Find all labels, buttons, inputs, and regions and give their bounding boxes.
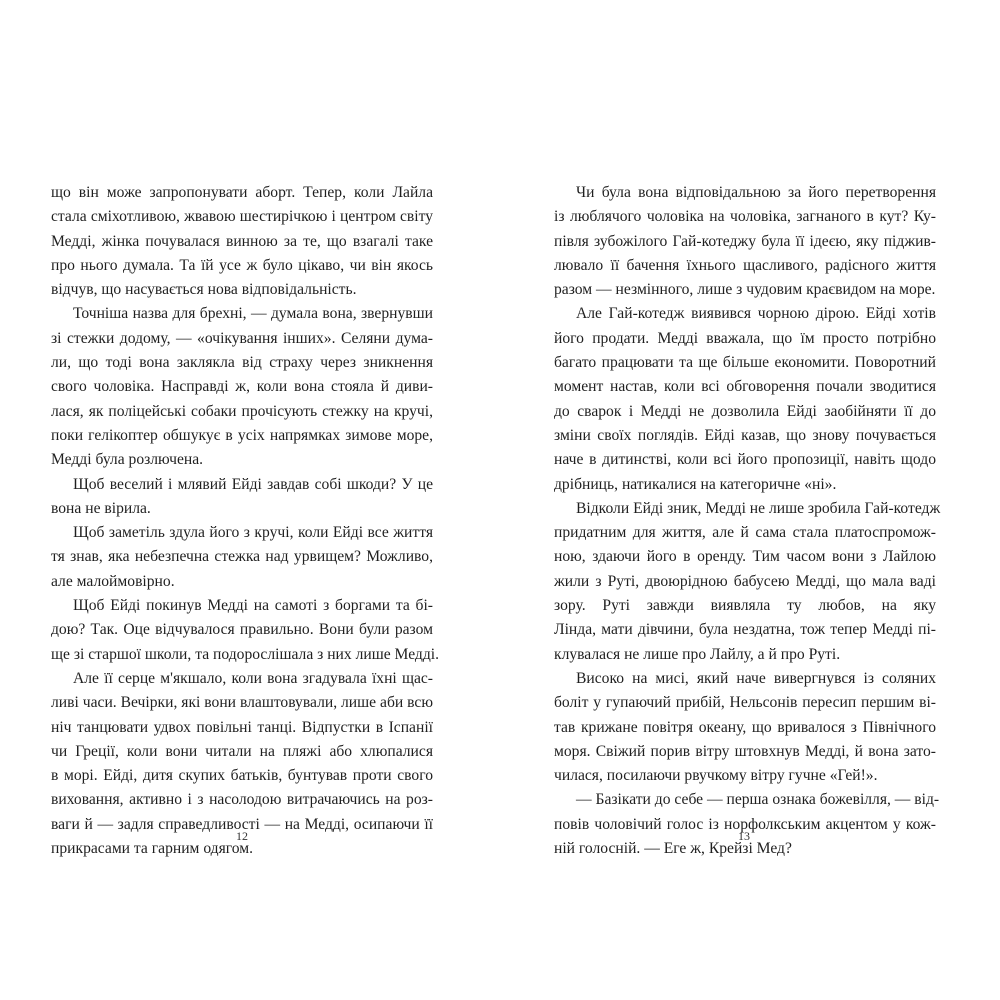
text-line: вона не вірила. [51,499,151,517]
text-line: дою? Так. Оце відчувалося правильно. Вони були разом [51,621,433,639]
text-line: лася, як поліцейські собаки прочісують стежку на кручі, [51,402,433,420]
text-line: Але Гай-котедж виявився чорною дірою. Ейді хотів [576,305,936,323]
text-line: прикрасами та гарним одягом. [51,840,254,858]
text-line: — Базікати до себе — перша ознака божевілля, — від- [576,791,940,809]
text-line: півля зубожілого Гай-котеджу була її ідеєю, яку піджив- [554,232,936,250]
text-line: Але її серце м'якшало, коли вона згадувала їхні щас- [73,669,433,687]
right-page-text [554,181,941,861]
text-line: тя знав, яка небезпечна стежка над урвищем? Можливо, [51,548,433,566]
text-line: його продати. Медді вважала, що їм просто потрібно [554,329,936,347]
text-line: наче в дитинстві, коли всі його пропозиції, навіть щодо [554,451,936,469]
text-line: дрібниць, натикалися на категоричне «ні». [554,475,837,493]
text-line: чи Греції, коли вони читали на пляжі або хлюпалися [51,742,433,760]
text-line: Точніша назва для брехні, — думала вона, звернувши [73,305,433,323]
text-line: стала сміхотливою, жвавою шестирічкою і центром світу [51,208,433,226]
text-line: відчув, що насувається нова відповідальність. [51,281,357,299]
text-line: що він може запропонувати аборт. Тепер, коли Лайла [51,184,433,201]
text-line: Щоб заметіль здула його з кручі, коли Ейді все життя [73,524,433,542]
text-line: ною, здаючи його в оренду. Тим часом вони з Лайлою [554,548,936,566]
text-line: із люблячого чоловіка на чоловіка, загнаного в кут? Ку- [554,208,936,226]
text-line: ваги й — задля справедливості — на Медді, осипаючи її [51,815,433,833]
text-line: зі стежки додому, — «очікування інших». Селяни дума- [51,329,433,347]
text-line: Високо на мисі, який наче вивергнувся із соляних [576,669,936,687]
text-line: боліт у гупаючий прибій, Нельсонів пересип першим ві- [554,694,936,712]
text-line: Лінда, мати дівчини, була нездатна, тож тепер Медді пі- [554,621,936,639]
text-line: до сварок і Медді не дозволила Ейді заобійняти її до [554,402,936,420]
text-line: виховання, активно і з насолодою витрачаючись на роз- [51,791,433,809]
text-line: моря. Свіжий порив вітру штовхнув Медді, й вона зато- [554,742,936,760]
text-line: свого чоловіка. Насправді ж, коли вона стояла й диви- [51,378,433,396]
text-line: Медді, жінка почувалася винною за те, що взагалі таке [51,232,433,250]
text-line: поки гелікоптер обшукує в усіх напрямках зимове море, [51,426,433,444]
text-line: зору. Руті завжди виявляла ту любов, на яку [554,597,936,615]
text-line: ній голосній. — Еге ж, Крейзі Мед? [554,840,792,858]
text-line: ли, що тоді вона заклякла від страху через зникнення [51,354,433,372]
right-page [500,0,1000,1000]
text-line: але малоймовірно. [51,572,175,590]
text-line: чилася, посилаючи рвучкому вітру гучне «Гей!». [554,767,878,785]
text-line: багато працювати та ще більше економити. Поворотний [554,354,936,372]
text-line: ливі часи. Вечірки, які вони влаштовували, лише аби всю [51,694,433,712]
text-line: Щоб Ейді покинув Медді на самоті з боргами та бі- [73,597,433,615]
text-line: ніч танцювати удвох повільні танці. Відпустки в Іспанії [51,718,433,736]
text-line: жили з Руті, двоюрідною бабусею Медді, що мала ваді [554,572,936,590]
text-line: повів чоловічий голос із норфолкським акцентом у кож- [554,815,936,833]
text-line: клувалася не лише про Лайлу, а й про Руті. [554,645,841,663]
text-line: момент настав, коли всі обговорення почали зводитися [554,378,936,396]
text-line: лювало її бачення їхнього щасливого, радісного життя [554,256,936,274]
text-line: тав крижане повітря океану, що вривалося з Північного [554,718,936,736]
text-line: придатним для життя, але й сама стала платоспромож- [554,524,936,542]
left-page-number: 12 [236,829,248,843]
text-line: Чи була вона відповідальною за його перетворення [576,184,936,201]
left-page-text [51,181,440,861]
text-line: Щоб веселий і млявий Ейді завдав собі шкоди? У це [73,475,433,493]
text-line: ще зі старшої школи, та подорослішала з них лише Медді. [51,645,440,663]
text-line: зміни своїх поглядів. Ейді казав, що знову почувається [554,426,936,444]
right-page-number: 13 [738,829,750,843]
text-line: Відколи Ейді зник, Медді не лише зробила Гай-котедж [576,499,941,517]
text-line: разом — незмінного, лише з чудовим краєвидом на море. [554,281,936,299]
text-line: в морі. Ейді, дитя скупих батьків, бунтував проти свого [51,767,433,785]
text-line: про нього думала. Та їй усе ж було цікаво, чи він якось [51,256,433,274]
text-line: Медді була розлючена. [51,451,204,469]
